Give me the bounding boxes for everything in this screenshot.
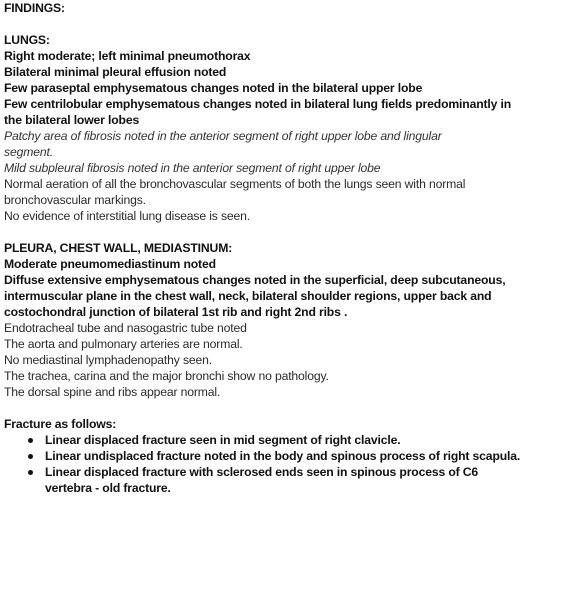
lungs-section [4,32,560,224]
fracture-item [28,448,560,464]
lungs-normal-line: No evidence of interstitial lung disease is seen. [4,209,251,223]
pleura-finding-line: Moderate pneumomediastinum noted [4,257,216,271]
pleura-normal-line: Endotracheal tube and nasogastric tube noted [4,321,247,335]
lungs-fibrosis-line: Patchy area of fibrosis noted in the anterior segment of right upper lobe and lingular [4,129,442,143]
pleura-section [4,240,560,400]
lungs-heading: LUNGS: [4,33,50,47]
fracture-item [28,464,560,496]
radiology-report [4,0,560,496]
pleura-normal-line: The trachea, carina and the major bronchi show no pathology. [4,369,329,383]
lungs-fibrosis-line: Mild subpleural fibrosis noted in the anterior segment of right upper lobe [4,161,381,175]
fractures-section [4,416,560,496]
pleura-normal-line: No mediastinal lymphadenopathy seen. [4,353,213,367]
bullet-icon [28,470,33,475]
fracture-item-line: Linear displaced fracture seen in mid segment of right clavicle. [45,433,401,447]
fracture-item-line: vertebra - old fracture. [45,481,171,495]
lungs-normal-line: Normal aeration of all the bronchovascular segments of both the lungs seen with normal [4,177,466,191]
fracture-item [28,432,560,448]
pleura-normal-line: The dorsal spine and ribs appear normal. [4,385,221,399]
pleura-finding-line: intermuscular plane in the chest wall, neck, bilateral shoulder regions, upper back and [4,289,492,303]
lungs-normal-line: bronchovascular markings. [4,193,146,207]
pleura-finding-line: Diffuse extensive emphysematous changes noted in the superficial, deep subcutaneous, [4,273,506,287]
lungs-finding-line: Few centrilobular emphysematous changes noted in bilateral lung fields predominantly in [4,97,512,111]
fracture-list [4,432,560,496]
pleura-heading: PLEURA, CHEST WALL, MEDIASTINUM: [4,241,233,255]
lungs-finding-line: the bilateral lower lobes [4,113,140,127]
lungs-finding-line: Bilateral minimal pleural effusion noted [4,65,227,79]
lungs-fibrosis-line: segment. [4,145,53,159]
fracture-item-line: Linear displaced fracture with sclerosed ends seen in spinous process of C6 [45,465,479,479]
fractures-heading: Fracture as follows: [4,417,117,431]
lungs-finding-line: Right moderate; left minimal pneumothorax [4,49,251,63]
bullet-icon [28,438,33,443]
fracture-item-line: Linear undisplaced fracture noted in the body and spinous process of right scapula. [45,449,521,463]
lungs-finding-line: Few paraseptal emphysematous changes noted in the bilateral upper lobe [4,81,423,95]
pleura-normal-line: The aorta and pulmonary arteries are normal. [4,337,243,351]
findings-heading: FINDINGS: [4,1,65,15]
bullet-icon [28,454,33,459]
pleura-finding-line: costochondral junction of bilateral 1st rib and right 2nd ribs . [4,305,348,319]
